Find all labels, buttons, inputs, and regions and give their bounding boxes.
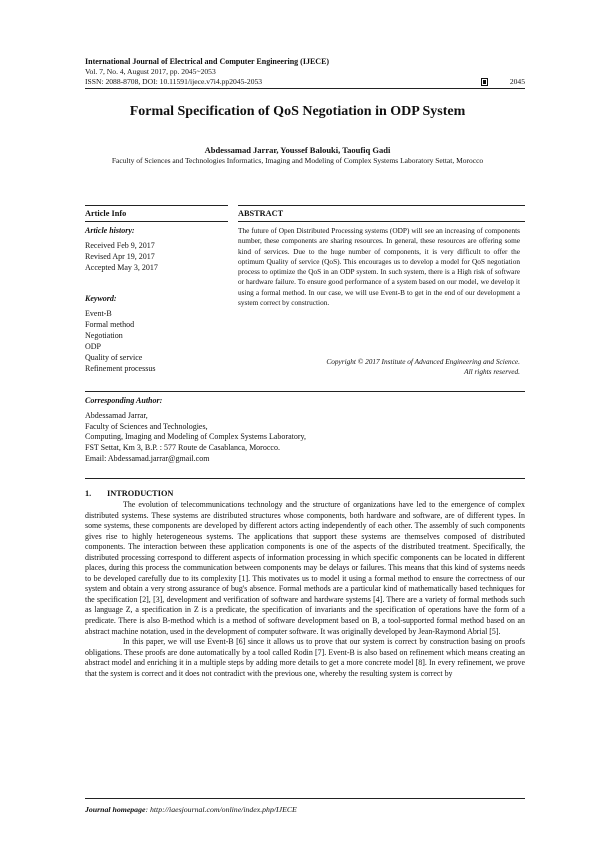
corr-lab: Computing, Imaging and Modeling of Complex Systems Laboratory, bbox=[85, 432, 307, 442]
keyword-item: Event-B bbox=[85, 309, 112, 318]
abstract-text: The future of Open Distributed Processing systems (ODP) will see an increasing of components number, these components are sharing resources. In general, these resources are offering some kind of services. Due to the huge number of components, it is very difficult to offer the optimum Quality of service (QoS). This encourages us to develop a model for QoS negotiation process to optimize the QoS in an ODP system. In such system, there is a High risk of software or hardware failure. To ensure good performance of a system based on our model, we develop it using a formal method. In our case, we will use Event-B to get in the end of our development a system correct by construction. bbox=[238, 226, 520, 308]
journal-issn: ISSN: 2088-8708, DOI: 10.11591/ijece.v7i4.pp2045-2053 bbox=[85, 77, 263, 86]
journal-name: International Journal of Electrical and Computer Engineering (IJECE) bbox=[85, 57, 330, 66]
corresponding-heading: Corresponding Author: bbox=[85, 396, 163, 405]
homepage-label: Journal homepage bbox=[85, 805, 146, 814]
keyword-item: Refinement processus bbox=[85, 364, 156, 373]
keyword-item: Negotiation bbox=[85, 331, 123, 340]
corresponding-lines bbox=[85, 411, 525, 465]
article-info-heading: Article Info bbox=[85, 209, 127, 218]
journal-header bbox=[85, 57, 525, 87]
paper-authors: Abdessamad Jarrar, Youssef Balouki, Taoufiq Gadi bbox=[204, 145, 391, 155]
keyword-item: ODP bbox=[85, 342, 102, 351]
keyword-list bbox=[85, 308, 228, 374]
info-bottom-rule bbox=[85, 391, 525, 392]
corr-email: Email: Abdessamad.jarrar@gmail.com bbox=[85, 453, 210, 463]
keyword-heading: Keyword: bbox=[85, 294, 117, 303]
rights-line: All rights reserved. bbox=[464, 367, 520, 376]
paragraph: The evolution of telecommunications technology and the structure of organizations have led to the emergence of complex distributed systems. These systems are distributed structures whose components, both hardware and software, are of different types. In some systems, these components are developed by different actors acting independently of each other. The assembly of such components gives rise to highly heterogeneous systems. The applications that support these systems are themselves composed of distributed components. The interaction between these application components is one of the aspects of the distributed treatment. Specifically, the distributed processing correspond to different aspects of information processing in which specific components can be located in different places, during this process the communication between components may be delays or failures. This means that this kind of systems needs to be developed carefully due to its complexity [1]. This motivates us to model it using a formal method to ensure the correctness of our system and obtain a very strong assurance of bug's absence. Formal methods are a particular kind of mathematically based techniques for the specification [2], [3], development and verification of software and hardware systems [4]. There are a variety of formal methods such as language Z, a specification in Z is a predicate, the specification of invariants and the specification of operations have the form of a predicate. There is also B-method which is a method of software development based on B, a tool-supported formal method based on an abstract machine notation, used in the development of computer software. It was originally developed by Jean-Raymond Abrial [5]. bbox=[85, 500, 525, 636]
footer-rule bbox=[85, 798, 525, 799]
history-heading: Article history: bbox=[85, 226, 135, 235]
keyword-item: Formal method bbox=[85, 320, 135, 329]
keywords-block bbox=[85, 294, 228, 374]
copyright-line: Copyright © 2017 Institute of Advanced Engineering and Science. bbox=[326, 357, 520, 366]
section-number: 1. bbox=[85, 489, 92, 498]
article-history bbox=[85, 226, 228, 273]
article-info bbox=[85, 209, 228, 218]
corr-bottom-rule bbox=[85, 478, 525, 479]
paragraph: In this paper, we will use Event-B [6] since it allows us to prove that our system is correct by construction basing on proofs obligations. These proofs are done automatically by a tool called Rodin [7]. Event-B is also based on refinement which means creating an abstract model and enriching it in a multiple steps by adding more details to get a more concrete model [8]. In every refinement, we prove that the system is correct and it does not contradict with the previous one, whereby the resulting system is correct by bbox=[85, 637, 525, 678]
abstract-top-rule bbox=[238, 205, 525, 206]
header-rule bbox=[85, 88, 525, 89]
page-box-icon bbox=[481, 78, 488, 86]
history-revised: Revised Apr 19, 2017 bbox=[85, 252, 155, 261]
introduction-body bbox=[85, 500, 525, 679]
journal-homepage bbox=[85, 805, 297, 814]
paper-title: Formal Specification of QoS Negotiation in ODP System bbox=[129, 104, 466, 119]
corresponding-author bbox=[85, 396, 525, 465]
corr-faculty: Faculty of Sciences and Technologies, bbox=[85, 421, 208, 431]
history-received: Received Feb 9, 2017 bbox=[85, 241, 155, 250]
keyword-item: Quality of service bbox=[85, 353, 143, 362]
corr-name: Abdessamad Jarrar, bbox=[85, 410, 148, 420]
introduction-heading bbox=[85, 489, 173, 498]
history-list bbox=[85, 240, 228, 273]
corr-address: FST Settat, Km 3, B.P. : 577 Route de Casablanca, Morocco. bbox=[85, 443, 280, 453]
paper-affiliation: Faculty of Sciences and Technologies Informatics, Imaging and Modeling of Complex Systems Laboratory Settat, Morocco bbox=[111, 156, 484, 165]
article-info-rule bbox=[85, 205, 228, 206]
copyright bbox=[238, 357, 520, 377]
journal-volume: Vol. 7, No. 4, August 2017, pp. 2045~2053 bbox=[85, 67, 216, 76]
history-accepted: Accepted May 3, 2017 bbox=[85, 263, 158, 272]
homepage-url[interactable]: : http://iaesjournal.com/online/index.php/IJECE bbox=[145, 805, 297, 814]
abstract-heading: ABSTRACT bbox=[238, 209, 284, 218]
page-number: 2045 bbox=[509, 77, 525, 86]
abstract-sub-rule bbox=[238, 221, 525, 222]
article-info-sub-rule bbox=[85, 221, 228, 222]
section-title: INTRODUCTION bbox=[107, 489, 174, 498]
